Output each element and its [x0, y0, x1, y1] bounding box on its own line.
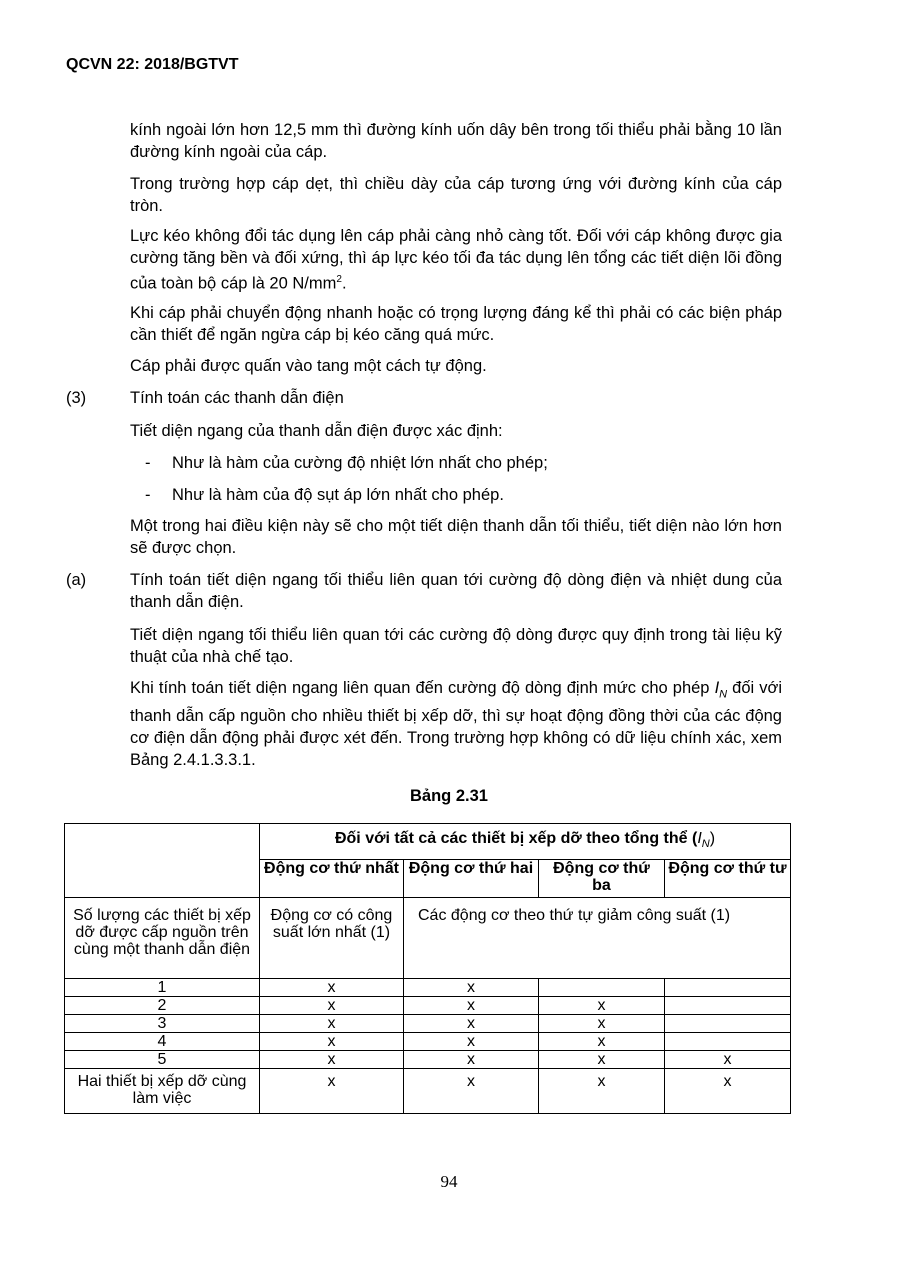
- table-group-header: [260, 824, 791, 860]
- table-group-header-b: ): [709, 829, 716, 847]
- column-header-motor-4: Động cơ thứ tư: [665, 860, 791, 898]
- description-decreasing-power: Các động cơ theo thứ tự giảm công suất (1): [404, 898, 791, 979]
- paragraph-choose-larger: Một trong hai điều kiện này sẽ cho một tiết diện thanh dẫn tối thiểu, tiết diện nào lớn hơn sẽ được chọn.: [130, 517, 782, 557]
- cell-motor-2: x: [404, 979, 539, 997]
- cell-motor-1: x: [260, 1015, 404, 1033]
- symbol-N: N: [719, 688, 728, 701]
- paragraph-rated-current-a: Khi tính toán tiết diện ngang liên quan đến cường độ dòng định mức cho phép: [130, 679, 715, 697]
- paragraph-winding: Cáp phải được quấn vào tang một cách tự động.: [130, 357, 487, 375]
- table-group-header-I: I: [697, 829, 702, 847]
- cell-motor-1: x: [260, 979, 404, 997]
- column-header-motor-1: Động cơ thứ nhất: [260, 860, 404, 898]
- paragraph-tension: [130, 225, 782, 295]
- row-label: 2: [65, 997, 260, 1015]
- table-row: [65, 1015, 791, 1033]
- page-number: 94: [440, 1172, 458, 1191]
- cell-motor-4: [665, 979, 791, 997]
- table-caption: Bảng 2.31: [410, 787, 488, 805]
- row-label: Hai thiết bị xếp dỡ cùng làm việc: [65, 1069, 260, 1114]
- paragraph-flat-cable: Trong trường hợp cáp dẹt, thì chiều dày của cáp tương ứng với đường kính của cáp tròn.: [130, 175, 782, 215]
- row-header-count: Số lượng các thiết bị xếp dỡ được cấp nguồn trên cùng một thanh dẫn điện: [65, 898, 260, 979]
- cell-motor-2: x: [404, 1069, 539, 1114]
- table-group-header-a: Đối với tất cả các thiết bị xếp dỡ theo tổng thể (: [334, 829, 698, 847]
- cell-motor-4: [665, 1033, 791, 1051]
- paragraph-tension-end: .: [341, 274, 347, 293]
- cell-motor-3: x: [539, 997, 665, 1015]
- table-row: [65, 1033, 791, 1051]
- cell-motor-4: [665, 1015, 791, 1033]
- cell-motor-2: x: [404, 1051, 539, 1069]
- cell-motor-1: x: [260, 1051, 404, 1069]
- paragraph-fast-motion: Khi cáp phải chuyển động nhanh hoặc có trọng lượng đáng kể thì phải có các biện pháp cần thiết để ngăn ngừa cáp bị kéo căng quá mức.: [130, 304, 782, 344]
- table-row: [65, 979, 791, 997]
- column-header-motor-3: Động cơ thứ ba: [539, 860, 665, 898]
- paragraph-tension-text: Lực kéo không đổi tác dụng lên cáp phải càng nhỏ càng tốt. Đối với cáp không được gia cường tăng bền và đối xứng, thì áp lực kéo tối đa tác dụng lên tổng các tiết diện lõi đồng của toàn bộ cáp là 20 N/mm: [130, 227, 782, 293]
- column-header-motor-2: Động cơ thứ hai: [404, 860, 539, 898]
- cell-motor-1: x: [260, 1033, 404, 1051]
- superscript-2: 2: [336, 274, 342, 285]
- cell-motor-3: x: [539, 1033, 665, 1051]
- cell-motor-3: x: [539, 1051, 665, 1069]
- cell-motor-4: x: [665, 1051, 791, 1069]
- section-a-text: Tính toán tiết diện ngang tối thiểu liên quan tới cường độ dòng điện và nhiệt dung của thanh dẫn điện.: [130, 571, 782, 611]
- paragraph-rated-current-b: đối với thanh dẫn cấp nguồn cho nhiều thiết bị xếp dỡ, thì sự hoạt động đồng thời của các động cơ điện dẫn động phải được xét đến. Trong trường hợp không có dữ liệu chính xác, xem Bảng 2.4.1.3.3.1.: [130, 679, 782, 770]
- table-row: [65, 1069, 791, 1114]
- section-number-a: (a): [66, 571, 87, 589]
- cell-motor-3: x: [539, 1069, 665, 1114]
- document-header: QCVN 22: 2018/BGTVT: [66, 56, 239, 73]
- bullet-dash: -: [145, 454, 151, 472]
- row-label: 3: [65, 1015, 260, 1033]
- cell-motor-3: [539, 979, 665, 997]
- paragraph-cross-section: Tiết diện ngang của thanh dẫn điện được xác định:: [130, 422, 503, 440]
- bullet-dash: -: [145, 486, 151, 504]
- table-corner-cell: [65, 824, 260, 898]
- row-label: 5: [65, 1051, 260, 1069]
- cell-motor-3: x: [539, 1015, 665, 1033]
- cell-motor-2: x: [404, 997, 539, 1015]
- symbol-I: I: [714, 679, 720, 697]
- cell-motor-1: x: [260, 997, 404, 1015]
- cell-motor-2: x: [404, 1015, 539, 1033]
- paragraph-manufacturer-docs: Tiết diện ngang tối thiểu liên quan tới các cường độ dòng được quy định trong tài liệu kỹ thuật của nhà chế tạo.: [130, 626, 782, 666]
- section-title-busbar: Tính toán các thanh dẫn điện: [130, 389, 344, 407]
- paragraph-cable-bending: kính ngoài lớn hơn 12,5 mm thì đường kính uốn dây bên trong tối thiểu phải bằng 10 lần đường kính ngoài của cáp.: [130, 121, 782, 161]
- paragraph-rated-current: [130, 677, 782, 771]
- table-group-header-N: N: [701, 838, 710, 851]
- table-row: [65, 997, 791, 1015]
- row-label: 4: [65, 1033, 260, 1051]
- description-largest-motor: Động cơ có công suất lớn nhất (1): [260, 898, 404, 979]
- cell-motor-1: x: [260, 1069, 404, 1114]
- bullet-item-thermal: Như là hàm của cường độ nhiệt lớn nhất cho phép;: [172, 454, 548, 472]
- row-label: 1: [65, 979, 260, 997]
- cell-motor-4: [665, 997, 791, 1015]
- section-number-3: (3): [66, 389, 87, 407]
- cell-motor-4: x: [665, 1069, 791, 1114]
- cell-motor-2: x: [404, 1033, 539, 1051]
- table-row: [65, 1051, 791, 1069]
- motor-table: [64, 823, 791, 1114]
- bullet-item-voltage-drop: Như là hàm của độ sụt áp lớn nhất cho phép.: [172, 486, 504, 504]
